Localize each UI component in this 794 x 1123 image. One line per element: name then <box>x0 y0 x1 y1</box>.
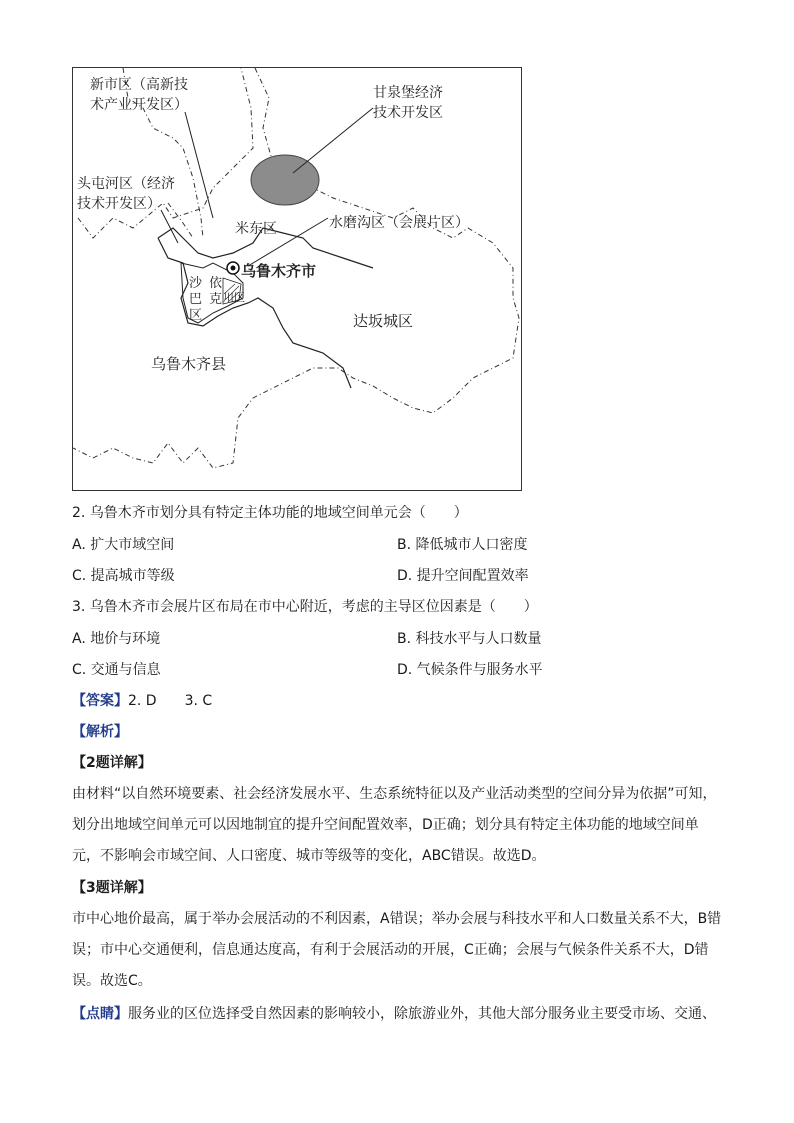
ganquanpu-zone <box>251 155 319 205</box>
leader-toutunhe <box>161 210 178 243</box>
label-county: 乌鲁木齐县 <box>151 355 227 373</box>
answer-tag: 【答案】 <box>72 693 128 709</box>
answer-line <box>72 690 212 712</box>
dianjing-line <box>72 1003 722 1025</box>
dianjing-text: 服务业的区位选择受自然因素的影响较小，除旅游业外，其他大部分服务业主要受市场、交通、 <box>128 1006 716 1022</box>
label-toutunhe: 头屯河区（经济 <box>77 176 175 192</box>
analysis-tag: 【解析】 <box>72 724 128 740</box>
label-dabancheng: 达坂城区 <box>353 312 414 330</box>
label-ganquanpu-2: 技术开发区 <box>373 105 443 121</box>
analysis-line <box>72 721 128 743</box>
question-2-stem: 2. 乌鲁木齐市划分具有特定主体功能的地域空间单元会（ ） <box>72 505 468 521</box>
q2-option-b: B. 降低城市人口密度 <box>397 537 528 553</box>
dianjing-tag: 【点睛】 <box>72 1006 128 1022</box>
label-xinshi: 新市区（高新技 <box>90 77 188 93</box>
map-figure <box>72 67 522 491</box>
q3-option-d: D. 气候条件与服务水平 <box>397 662 543 678</box>
answer-text: 2. D 3. C <box>128 693 213 709</box>
detail-3-tag: 【3题详解】 <box>72 880 152 896</box>
leader-xinshi <box>185 112 213 218</box>
q2-option-d: D. 提升空间配置效率 <box>397 568 529 584</box>
label-shaba-1: 沙 <box>189 276 203 291</box>
detail-3-text: 市中心地价最高，属于举办会展活动的不利因素，A错误；举办会展与科技水平和人口数量关系不大，B错误；市中心交通便利，信息通达度高，有利于会展活动的开展，C正确；会展与气候条件关系不大，D错误。故选C。 <box>72 911 722 989</box>
detail-3-heading <box>72 877 152 899</box>
question-3-stem: 3. 乌鲁木齐市会展片区布局在市中心附近，考虑的主导区位因素是（ ） <box>72 599 538 615</box>
label-shaba-3: 区 <box>189 308 203 323</box>
detail-2-text: 由材料“以自然环境要素、社会经济发展水平、生态系统特征以及产业活动类型的空间分异为依据”可知，划分出地域空间单元可以因地制宜的提升空间配置效率，D正确；划分具有特定主体功能的地域空间单元，不影响会市域空间、人口密度、城市等级等的变化，ABC错误。故选D。 <box>72 786 717 864</box>
detail-2-tag: 【2题详解】 <box>72 755 152 771</box>
label-yike-2: 克 <box>209 292 223 307</box>
q3-option-b: B. 科技水平与人口数量 <box>397 631 542 647</box>
label-shuimogou: 水磨沟区（会展片区） <box>329 215 469 231</box>
label-ganquanpu: 甘泉堡经济 <box>373 85 443 101</box>
label-midong: 米东区 <box>235 221 277 237</box>
label-xinshi-2: 术产业开发区） <box>90 97 188 113</box>
label-shaba-2: 巴 <box>189 292 203 307</box>
label-yike-1: 依 <box>209 276 223 291</box>
q3-option-c: C. 交通与信息 <box>72 662 161 678</box>
q2-option-c: C. 提高城市等级 <box>72 568 175 584</box>
detail-2-heading <box>72 752 152 774</box>
q3-option-a: A. 地价与环境 <box>72 631 161 647</box>
label-city: 乌鲁木齐市 <box>241 262 317 280</box>
label-tianshan: 川区 <box>223 291 245 304</box>
label-toutunhe-2: 技术开发区） <box>77 196 161 212</box>
leader-ganquanpu <box>293 108 373 173</box>
q2-option-a: A. 扩大市域空间 <box>72 537 175 553</box>
